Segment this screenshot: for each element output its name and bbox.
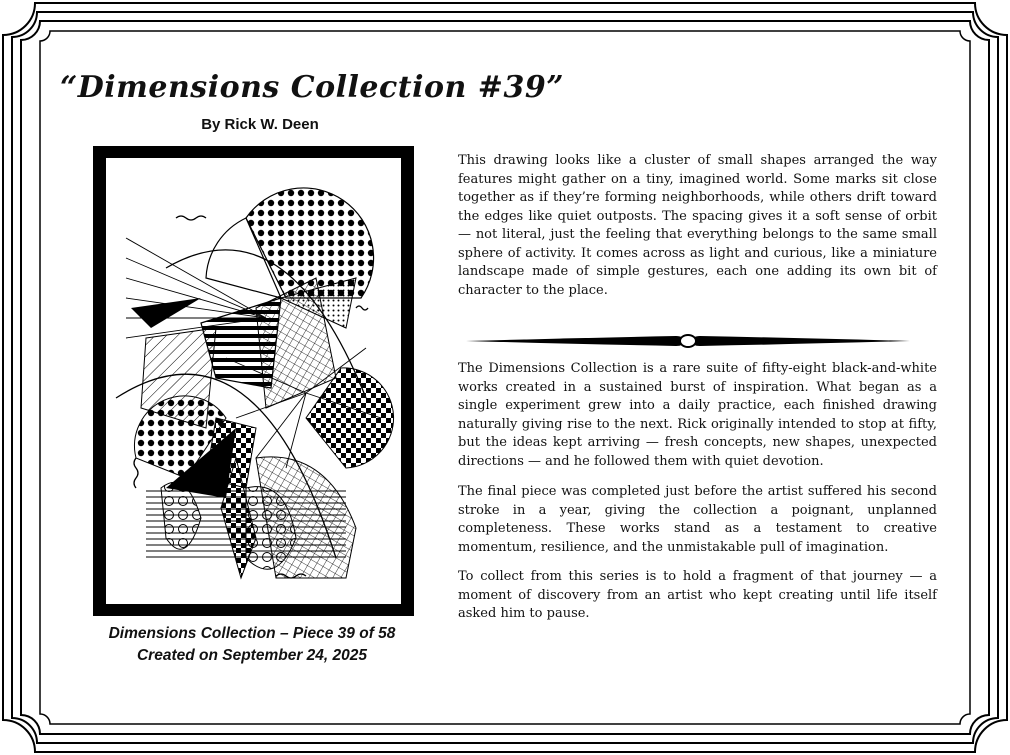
description-paragraph-3: The final piece was completed just before the artist suffered his second stroke in a year, giving the collection a poignant, unplanned completeness. These works stand as a testament to creative momentum, resilience, and the unmistakable pull of imagination. bbox=[458, 484, 937, 555]
artwork-frame bbox=[93, 146, 414, 616]
description-paragraph-4: To collect from this series is to hold a fragment of that journey — a moment of discovery from an artist who kept creating until life itself asked him to pause. bbox=[458, 569, 937, 621]
caption-date: Created on September 24, 2025 bbox=[136, 647, 368, 664]
description-paragraph-2: The Dimensions Collection is a rare suite of fifty-eight black-and-white works created in a sustained burst of inspiration. What began as a single experiment grew into a daily practice, each finished drawing naturally giving rise to the next. Rick originally intended to stop at fifty, but the ideas kept arriving — fresh concepts, new shapes, unexpected directions — and he followed them with quiet devotion. bbox=[458, 361, 937, 469]
description-paragraph-1: This drawing looks like a cluster of small shapes arranged the way features might gather on a tiny, imagined world. Some marks sit close together as if they’re forming neighborhoods, while others drift toward the edges like quiet outposts. The spacing gives it a soft sense of orbit — not literal, just the feeling that everything belongs to the same small sphere of activity. It comes across as light and curious, like a miniature landscape made of simple gestures, each one adding its own bit of character to the place. bbox=[458, 153, 937, 298]
ornamental-divider bbox=[464, 330, 912, 352]
abstract-drawing bbox=[106, 158, 401, 604]
artist-byline: By Rick W. Deen bbox=[201, 116, 319, 133]
artwork-image bbox=[106, 158, 401, 604]
artwork-caption bbox=[70, 623, 434, 667]
page-title: “Dimensions Collection #39” bbox=[60, 70, 564, 105]
caption-piece-number: Dimensions Collection – Piece 39 of 58 bbox=[108, 625, 396, 642]
